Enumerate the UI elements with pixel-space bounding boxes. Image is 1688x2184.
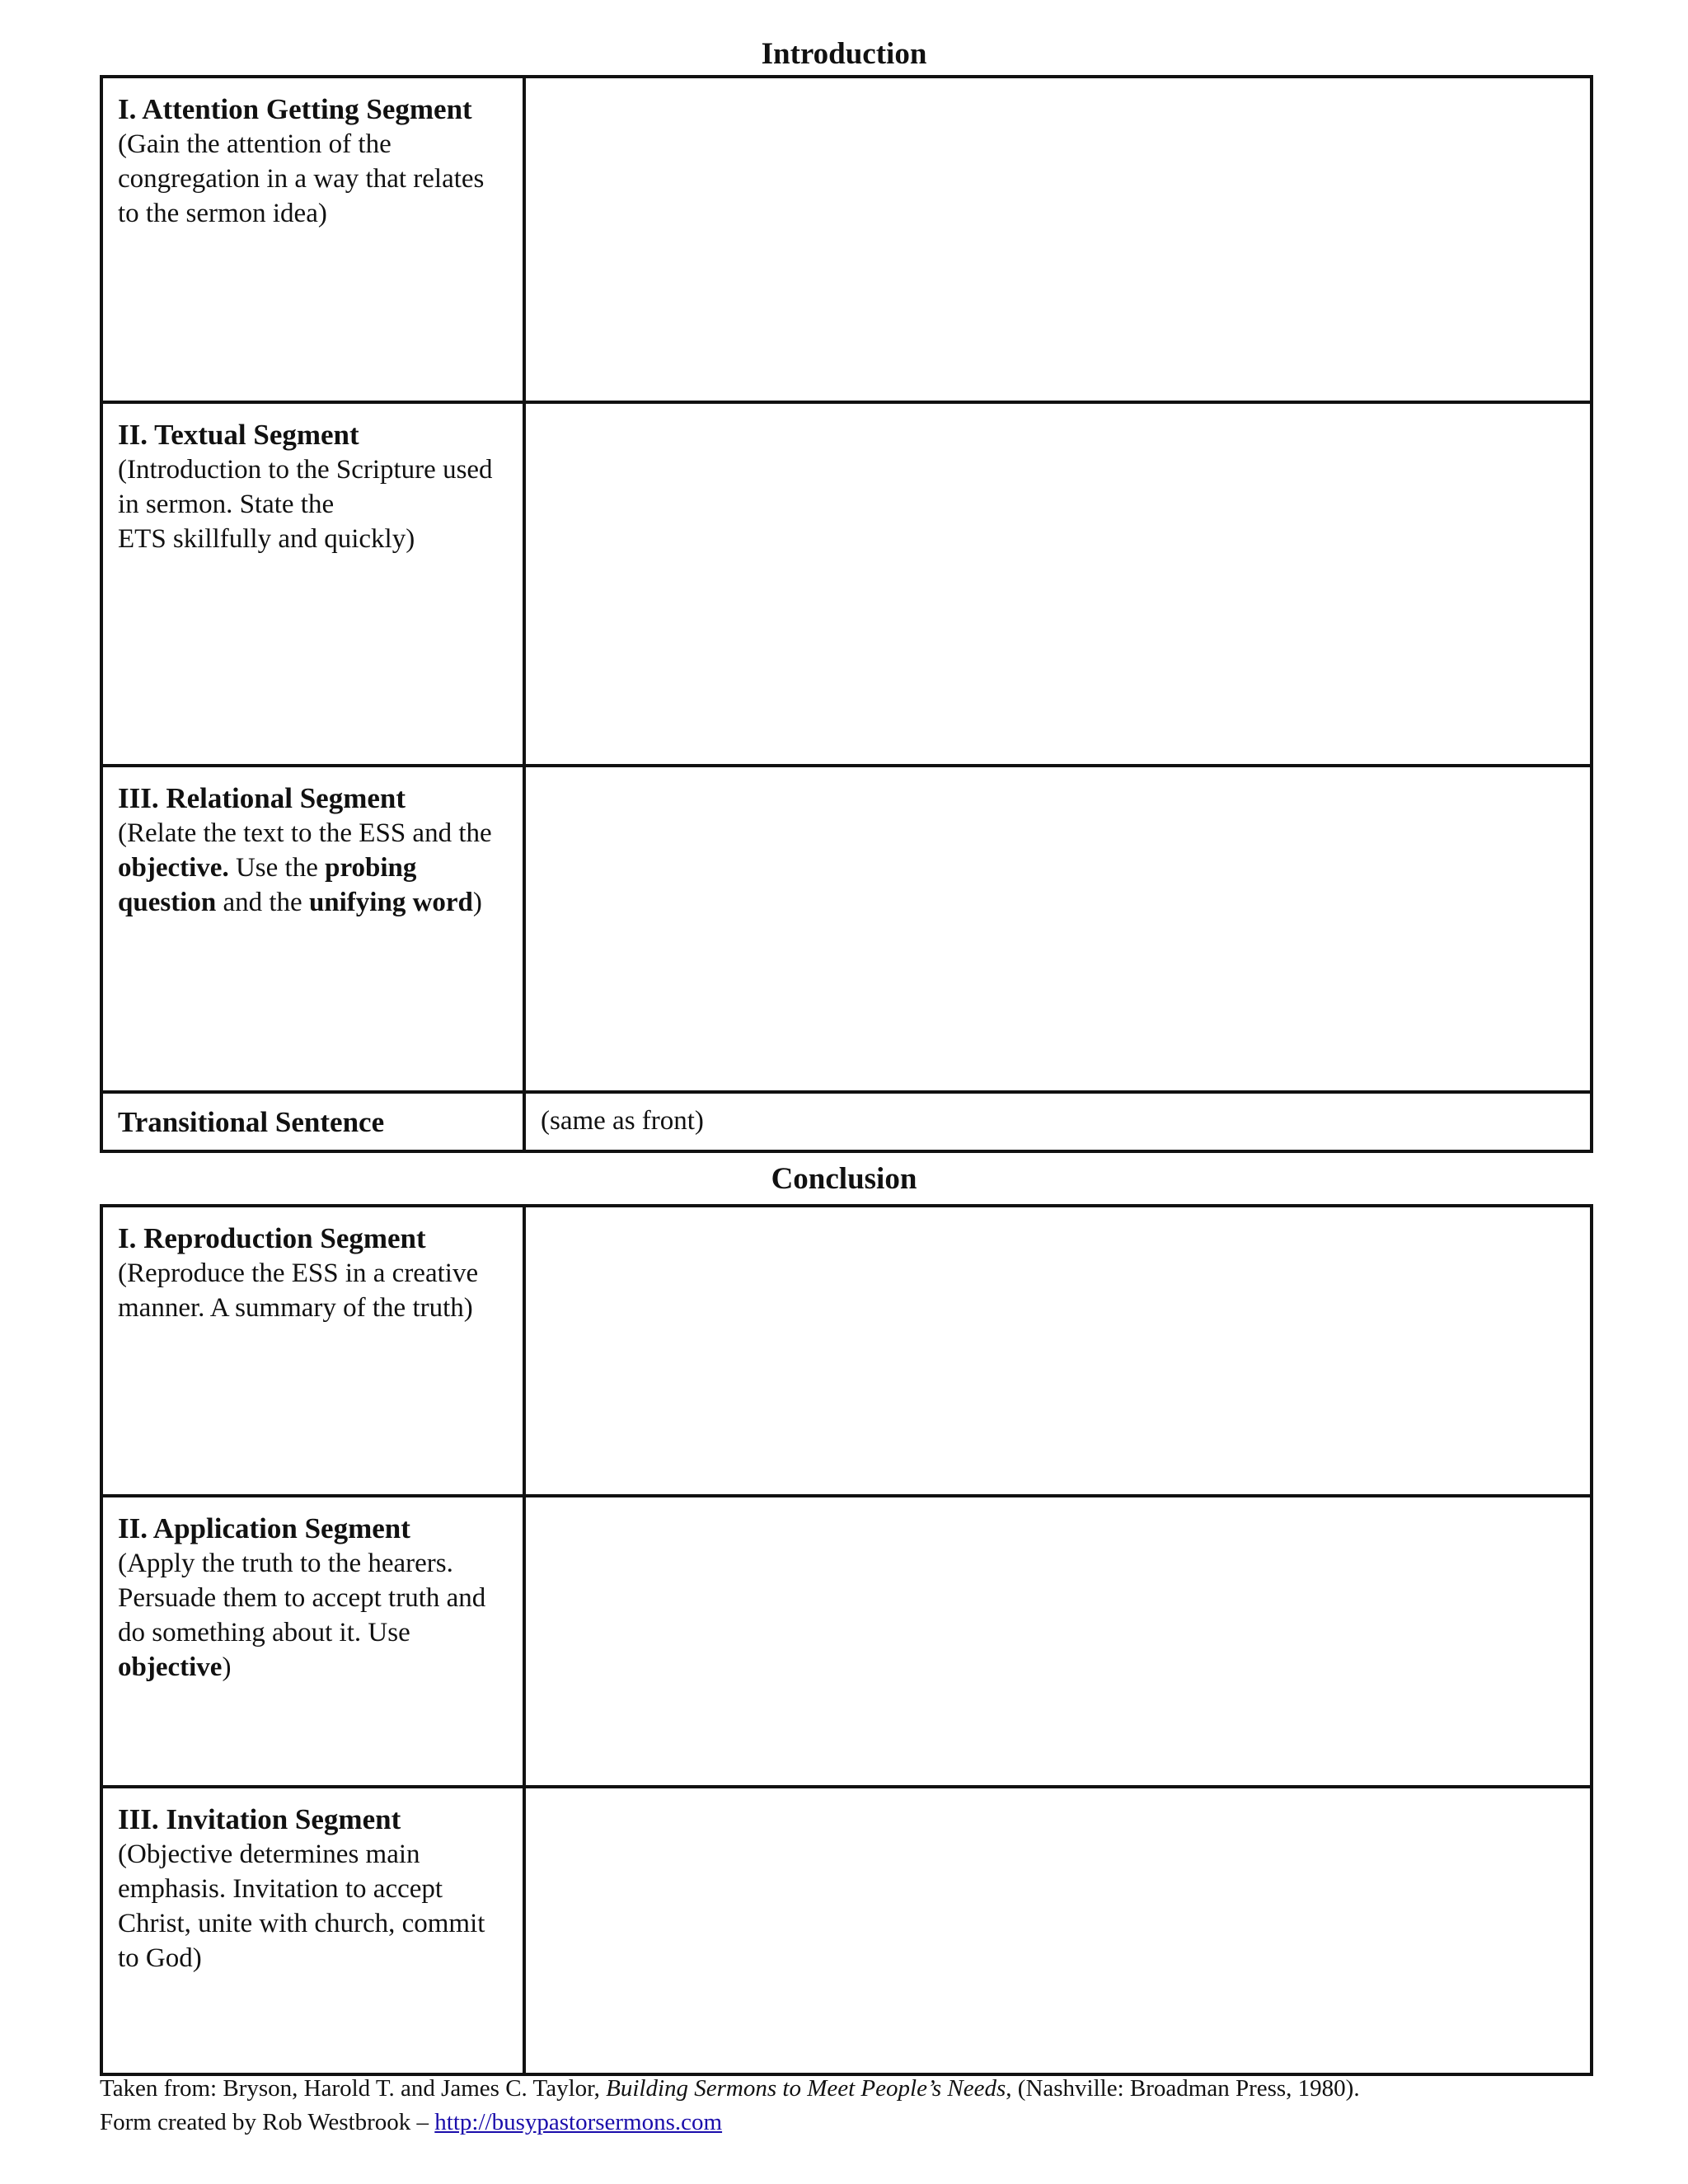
transitional-sentence-label: Transitional Sentence [101,1092,524,1151]
textual-segment-title: II. Textual Segment [118,419,359,451]
introduction-heading: Introduction [761,37,927,71]
attention-segment-row [101,77,1592,402]
attention-segment-label-cell [101,77,524,402]
reproduction-segment-label-cell [101,1206,524,1496]
relational-desc-unifying-word: unifying word [308,888,473,917]
relational-desc-part-1: (Relate the text to the ESS and the [118,818,492,848]
application-segment-description [118,1546,508,1685]
textual-segment-description [118,452,508,556]
conclusion-heading: Conclusion [771,1162,917,1196]
invitation-segment-description: (Objective determines main emphasis. Invitation to accept Christ, unite with church, commit to God) [118,1840,485,1973]
application-desc-objective: objective [118,1652,223,1682]
relational-desc-part-2: Use the [228,853,318,883]
relational-desc-objective: objective. [118,853,229,883]
relational-desc-part-4: ) [472,888,482,917]
reproduction-segment-entry-field[interactable] [524,1206,1592,1496]
invitation-segment-entry-field[interactable] [524,1787,1592,2074]
relational-desc-probing-question: probing question [118,853,417,917]
credit-prefix: Form created by Rob Westbrook – [100,2109,435,2135]
conclusion-table [100,1204,1593,2076]
attention-segment-entry-field[interactable] [524,77,1592,402]
citation-prefix: Taken from: Bryson, Harold T. and James C. Taylor, [100,2075,607,2102]
application-segment-row [101,1496,1592,1787]
credit-line [100,2106,1590,2139]
invitation-segment-label-cell [101,1787,524,2074]
relational-segment-row [101,766,1592,1092]
textual-segment-entry-field[interactable] [524,402,1592,766]
transitional-sentence-field[interactable]: (same as front) [524,1092,1592,1151]
textual-desc-part-1: (Introduction to the Scripture used in sermon. State the [118,455,493,519]
relational-segment-entry-field[interactable] [524,766,1592,1092]
textual-desc-part-2: ETS skillfully and quickly) [118,524,415,554]
attention-segment-description: (Gain the attention of the congregation in a way that relates to the sermon idea) [118,129,485,228]
attention-segment-title: I. Attention Getting Segment [118,93,472,125]
application-segment-label-cell [101,1496,524,1787]
transitional-sentence-row [101,1092,1592,1151]
citation-line [100,2072,1590,2105]
relational-segment-label-cell [101,766,524,1092]
invitation-segment-title: III. Invitation Segment [118,1803,401,1835]
citation-suffix: , (Nashville: Broadman Press, 1980). [1006,2075,1360,2102]
relational-desc-part-3: and the [216,888,302,917]
invitation-segment-row [101,1787,1592,2074]
application-segment-title: II. Application Segment [118,1512,410,1544]
website-link[interactable]: http://busypastorsermons.com [434,2109,723,2135]
relational-segment-description [118,816,508,920]
reproduction-segment-title: I. Reproduction Segment [118,1222,426,1254]
application-desc-part-1: (Apply the truth to the hearers. Persuade them to accept truth and do something about it. Use [118,1549,486,1647]
reproduction-segment-description: (Reproduce the ESS in a creative manner. A summary of the truth) [118,1258,479,1323]
reproduction-segment-row [101,1206,1592,1496]
textual-segment-label-cell [101,402,524,766]
introduction-table [100,75,1593,1153]
citation-book-title: Building Sermons to Meet People’s Needs [606,2075,1006,2102]
relational-segment-title: III. Relational Segment [118,782,406,814]
application-segment-entry-field[interactable] [524,1496,1592,1787]
application-desc-part-2: ) [222,1652,232,1682]
textual-segment-row [101,402,1592,766]
